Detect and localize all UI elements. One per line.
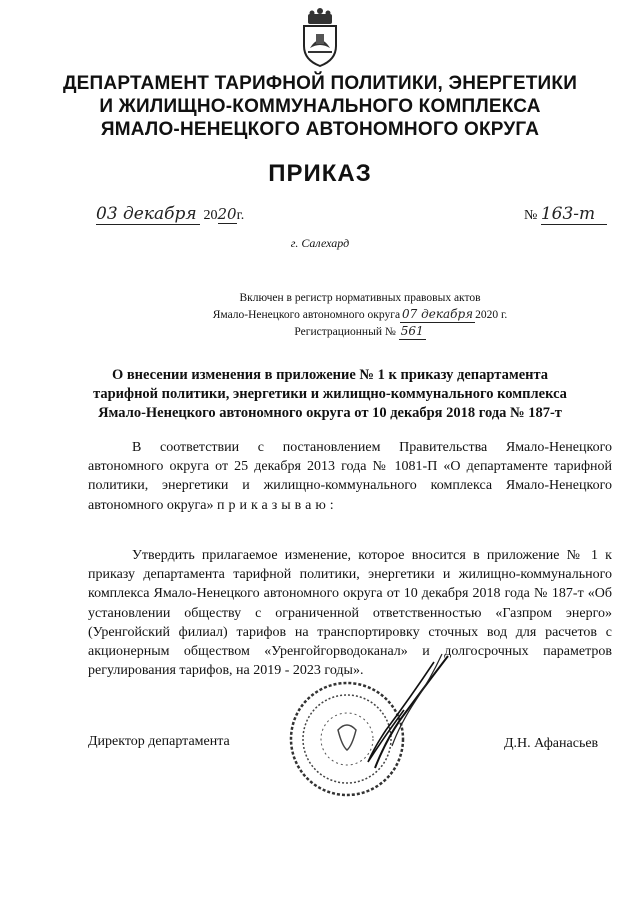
city-line: г. Салехард <box>290 236 350 250</box>
registry-line-2 <box>180 306 540 323</box>
number-prefix: № <box>524 208 538 223</box>
order-subject: О внесении изменения в приложение № 1 к приказу департамента тарифной политики, энергетики и жилищно-коммунального комплекса Ямало-Ненецкого автономного округа от 10 декабря 2018 года № 187-т <box>93 367 567 421</box>
handwritten-signature <box>330 650 460 775</box>
date-year-hand: 20 <box>217 205 237 223</box>
registry-number-hand: 561 <box>400 324 424 338</box>
order-date <box>96 204 244 225</box>
document-title: ПРИКАЗ <box>268 160 372 187</box>
coat-of-arms-emblem <box>296 8 344 68</box>
registry-line-3 <box>180 323 540 340</box>
registry-note <box>180 290 540 340</box>
registry-line-3-prefix: Регистрационный № <box>294 326 396 338</box>
department-header <box>40 72 600 141</box>
preamble-text: В соответствии с постановлением Правительства Ямало-Ненецкого автономного округа от 25 декабря 2013 года № 1081-П «О департаменте тарифной политики, энергетики и жилищно-коммунального комплекса Ямало-Ненецкого автономного округа» <box>88 440 612 513</box>
signer-position: Директор департамента <box>88 734 230 749</box>
registry-line-2-suffix: 2020 г. <box>475 309 508 321</box>
order-number <box>524 204 607 225</box>
order-word: приказываю: <box>216 497 338 513</box>
header-line-2: И ЖИЛИЩНО-КОММУНАЛЬНОГО КОМПЛЕКСА <box>99 96 541 117</box>
header-line-1: ДЕПАРТАМЕНТ ТАРИФНОЙ ПОЛИТИКИ, ЭНЕРГЕТИКИ <box>62 73 578 94</box>
number-handwritten: 163-т <box>541 204 607 225</box>
date-suffix: г. <box>236 208 245 223</box>
registry-line-1: Включен в регистр нормативных правовых актов <box>239 292 481 304</box>
registry-date-hand: 07 декабря <box>402 307 474 321</box>
preamble-paragraph <box>88 438 612 515</box>
signer-name: Д.Н. Афанасьев <box>504 736 599 751</box>
header-line-3: ЯМАЛО-НЕНЕЦКОГО АВТОНОМНОГО ОКРУГА <box>100 119 540 140</box>
resolution-paragraph: Утвердить прилагаемое изменение, которое вносится в приложение № 1 к приказу департамента тарифной политики, энергетики и жилищно-коммунального комплекса Ямало-Ненецкого автономного округа от 10 декабря 2018 года № 187-т «Об установлении обществу с ограниченной ответственностью «Газпром энерго» (Уренгойский филиал) тарифов на транспортировку сточных вод для расчетов с акционерным обществом «Уренгойгорводоканал» и долгосрочных параметров регулирования тарифов, на 2019 - 2023 годы». <box>88 548 612 679</box>
registry-line-2-prefix: Ямало-Ненецкого автономного округа <box>212 309 401 321</box>
date-year-prefix: 20 <box>203 208 218 223</box>
date-handwritten: 03 декабря <box>96 204 200 225</box>
